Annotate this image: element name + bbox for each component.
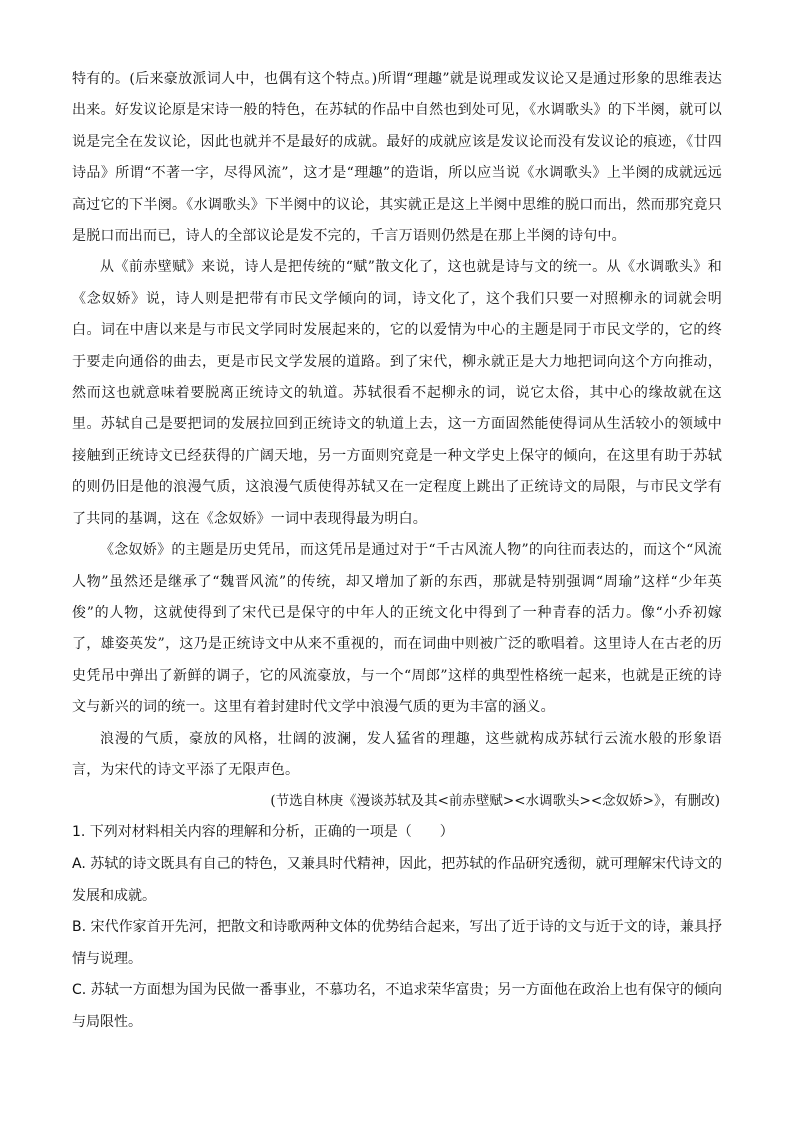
question-option-a: A. 苏轼的诗文既具有自己的特色，又兼具时代精神，因此，把苏轼的作品研究透彻，就可理解宋代诗文的发展和成就。 [72, 855, 722, 904]
article-paragraph-1: 特有的。(后来豪放派词人中，也偶有这个特点。)所谓“理趣”就是说理或发议论又是通过形象的思维表达出来。好发议论原是宋诗一般的特色，在苏轼的作品中自然也到处可见，《水调歌头》的下半阕，就可以说是完全在发议论，因此也就并不是最好的成就。最好的成就应该是发议论而没有发议论的痕迹，《廿四诗品》所谓“不著一字，尽得风流”，这才是“理趣”的造诣，所以应当说《水调歌头》上半阕的成就远远高过它的下半阕。《水调歌头》下半阕中的议论，其实就正是这上半阕中思维的脱口而出，然而那究竟只是脱口而出而已，诗人的全部议论是发不完的，千言万语则仍然是在那上半阕的诗句中。 [72, 71, 722, 245]
article-paragraph-2: 从《前赤壁赋》来说，诗人是把传统的“赋”散文化了，这也就是诗与文的统一。从《水调歌头》和《念奴娇》说，诗人则是把带有市民文学倾向的词，诗文化了，这个我们只要一对照柳永的词就会明白。词在中唐以来是与市民文学同时发展起来的，它的以爱情为中心的主题是同于市民文学的，它的终于要走向通俗的曲去，更是市民文学发展的道路。到了宋代，柳永就正是大力地把词向这个方向推动，然而这也就意味着要脱离正统诗文的轨道。苏轼很看不起柳永的词，说它太俗，其中心的缘故就在这里。苏轼自己是要把词的发展拉回到正统诗文的轨道上去，这一方面固然能使得词从生活较小的领域中接触到正统诗文已经获得的广阔天地，另一方面则究竟是一种文学史上保守的倾向，在这里有助于苏轼的则仍旧是他的浪漫气质，这浪漫气质使得苏轼又在一定程度上跳出了正统诗文的局限，与市民文学有了共同的基调，这在《念奴娇》一词中表现得最为明白。 [72, 259, 722, 527]
document-page [72, 64, 722, 1039]
question-option-b: B. 宋代作家首开先河，把散文和诗歌两种文体的优势结合起来，写出了近于诗的文与近于文的诗，兼具抒情与说理。 [72, 919, 722, 967]
question-option-c: C. 苏轼一方面想为国为民做一番事业，不慕功名，不追求荣华富贵；另一方面他在政治上也有保守的倾向与局限性。 [72, 982, 722, 1030]
article-paragraph-3: 《念奴娇》的主题是历史凭吊，而这凭吊是通过对于“千古风流人物”的向往而表达的，而这个“风流人物”虽然还是继承了“魏晋风流”的传统，却又增加了新的东西，那就是特别强调“周瑜”这样“少年英俊”的人物，这就使得到了宋代已是保守的中年人的正统文化中得到了一种青春的活力。像“小乔初嫁了，雄姿英发”，这乃是正统诗文中从来不重视的，而在词曲中则被广泛的歌唱着。这里诗人在古老的历史凭吊中弹出了新鲜的调子，它的风流豪放，与一个“周郎”这样的典型性格统一起来，也就是正统的诗文与新兴的词的统一。这里有着封建时代文学中浪漫气质的更为丰富的涵义。 [72, 542, 722, 716]
article-paragraph-4: 浪漫的气质，豪放的风格，壮阔的波澜，发人猛省的理趣，这些就构成苏轼行云流水般的形象语言，为宋代的诗文平添了无限声色。 [72, 730, 722, 778]
question-stem: 1. 下列对材料相关内容的理解和分析，正确的一项是（ ） [72, 824, 454, 841]
article-source: (节选自林庚《漫谈苏轼及其<前赤壁赋><水调歌头><念奴娇>》，有删改) [270, 793, 720, 810]
